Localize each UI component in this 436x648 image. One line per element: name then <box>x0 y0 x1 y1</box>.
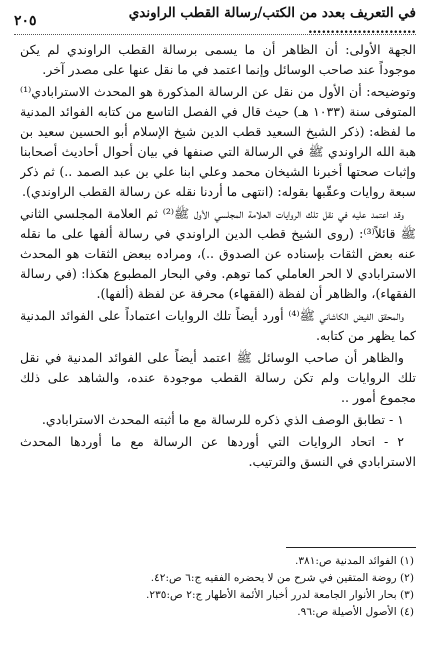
running-header <box>14 5 416 37</box>
paragraph: والمحقق الفيض الكاشاني ﷺ⁽⁴⁾ أورد أيضاً تلك الروايات اعتماداً على الفوائد المدنية كما يظهر من كتابه. <box>20 308 416 343</box>
footnote-divider <box>286 547 416 548</box>
footnote: (٤) الأصول الأصيلة ص:٩٦. <box>297 606 414 618</box>
page-number: ٢٠٥ <box>14 13 37 29</box>
list-item: ٢ - اتحاد الروايات التي أوردها عن الرسالة مع ما أوردها المحدث الاسترابادي في النسق والترتيب. <box>20 434 416 469</box>
header-title-group <box>37 5 416 37</box>
list-item: ١ - تطابق الوصف الذي ذكره للرسالة مع ما أثبته المحدث الاسترابادي. <box>41 412 404 427</box>
header-title: في التعريف بعدد من الكتب/رسالة القطب الراوندي <box>128 5 416 21</box>
footnote: (٣) بحار الأنوار الجامعة لدرر أخبار الأئمة الأطهار ج:٢ ص:٢٣٥. <box>146 589 414 601</box>
paragraph: وقد اعتمد عليه في نقل تلك الروايات العلامة المجلسي الأول ﷺ⁽²⁾ ثم العلامة المجلسي الثاني ﷺ قائلاً⁽³⁾: (روى الشيخ قطب الدين الراوندي في رسالة ألفها على ما نقله عنه بعض الثقات بإسناده عن الصدوق ..)، ومراده ببعض الثقات هو المحدث الاسترابادي لا الحر العاملي كما توهم. وفي البحار المطبوع هكذا: (في رسالة الفقهاء)، والظاهر أن لفظة (الفقهاء) محرفة عن لفظة (ألفها). <box>20 206 416 301</box>
paragraph: وتوضيحه: أن الأول من نقل عن الرسالة المذكورة هو المحدث الاسترابادي⁽¹⁾ المتوفى سنة (١٠٣٣ هـ) حيث قال في الفصل التاسع من كتابه الفوائد المدنية ما لفظه: (ذكر الشيخ السعيد قطب الدين شيخ الإسلام أبو الحسين سعيد بن هبة الله الراوندي ﷺ في الرسالة التي صنفها في بيان أحوال أحاديث أصحابنا وإثبات صحتها أخبرنا الشيخان محمد وعلي ابنا علي بن عبد الصمد ..) ثم ذكر سبعة روايات وعقّبها بقوله: (انتهى ما أردنا نقله عن رسالة القطب الراوندي). <box>20 84 416 199</box>
footnotes <box>20 553 414 621</box>
header-dots: …………………… <box>308 21 416 37</box>
paragraph: الجهة الأولى: أن الظاهر أن ما يسمى برسالة القطب الراوندي لم يكن موجوداً عند صاحب الوسائل وإنما اعتمد في ما نقل عنها على مصدر آخر. <box>20 42 416 77</box>
footnote: (١) الفوائد المدنية ص:٣٨١. <box>294 555 414 567</box>
paragraph: والظاهر أن صاحب الوسائل ﷺ اعتمد أيضاً على الفوائد المدنية في نقل تلك الروايات ولم تكن رسالة القطب موجودة عنده، والشاهد على ذلك مجموع أمور .. <box>20 350 416 405</box>
main-text <box>20 40 416 544</box>
footnote: (٢) روضة المتقين في شرح من لا يحضره الفقيه ج:٦ ص:٤٢. <box>150 572 414 584</box>
